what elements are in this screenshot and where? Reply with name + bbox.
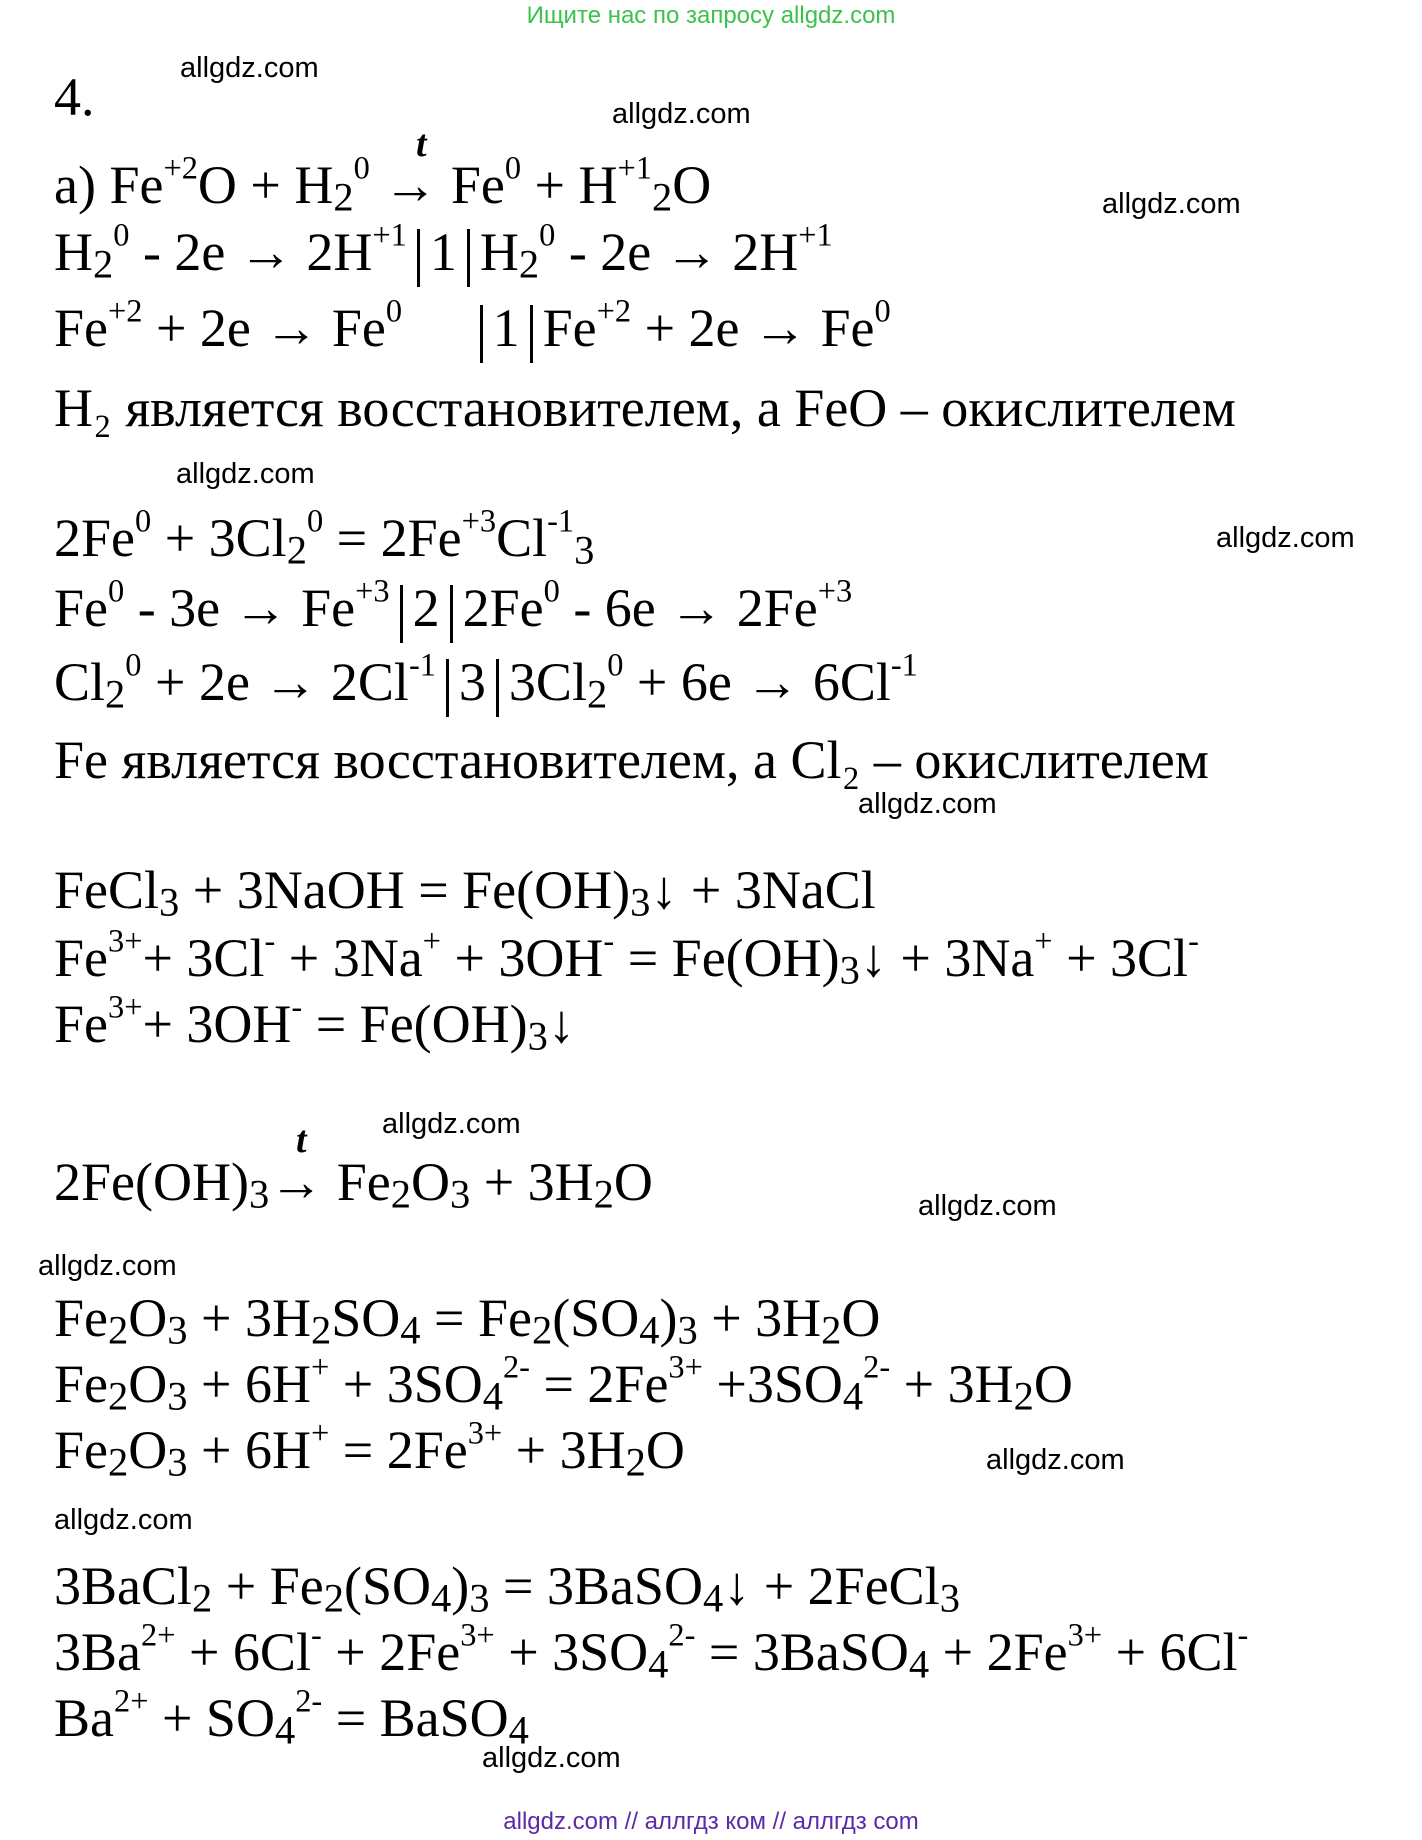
- equation: FeCl$_3$ + 3NaOH = $Fe(OH)_3↓$ + 3NaCl: [54, 860, 876, 925]
- equation: $Fe_2O_3 + 3H_2SO_4 = Fe_2(SO_4)_3 + 3H_2O$: [54, 1288, 881, 1353]
- half-reaction: $Cl_2^0 + 2e \to 2Cl^{-1}$ 3 $3Cl_2^0 + 6e \to 6Cl^{-1}$: [54, 647, 918, 717]
- watermark: allgdz.com: [176, 458, 315, 490]
- half-reaction: $Fe^0 - 3e \to Fe^{+3}$ 2 $2Fe^0 - 6e \to 2Fe^{+3}$: [54, 578, 852, 643]
- conclusion-1: H₂ является восстановителем, а FeO – окислителем: [54, 378, 1236, 438]
- short-ionic-equation: $Ba^{2+} + SO_4^{2-}$ = BaSO$_4$: [54, 1683, 529, 1753]
- ionic-equation: $Fe_2O_3 + 6H^+ + 3SO_4^{2-} = 2Fe^{3+} +3SO_4^{2-} + 3H_2O$: [54, 1349, 1073, 1419]
- equation: $2Fe(OH)_3\to Fe_2O_3 + 3H_2O$: [54, 1152, 653, 1217]
- watermark: allgdz.com: [918, 1190, 1057, 1222]
- watermark: allgdz.com: [858, 788, 997, 820]
- watermark: allgdz.com: [180, 52, 319, 84]
- short-ionic-equation: $Fe^{3+}+ 3OH^-$ = $Fe(OH)_3↓$: [54, 989, 575, 1059]
- watermark: allgdz.com: [482, 1742, 621, 1774]
- watermark: allgdz.com: [986, 1444, 1125, 1476]
- heat-mark: t: [296, 1119, 307, 1161]
- task-number: 4.: [54, 67, 95, 127]
- conclusion-2: Fe является восстановителем, а Cl₂ – окислителем: [54, 730, 1209, 790]
- equation: 3BaCl$_2$ + $Fe_2(SO_4)_3$ = 3BaSO$_4$↓ + 2FeCl$_3$: [54, 1556, 960, 1621]
- ionic-equation: $3Ba^{2+} + 6Cl^- + 2Fe^{3+} + 3SO_4^{2-}$ = 3BaSO$_4$ + $2Fe^{3+} + 6Cl^-$: [54, 1617, 1249, 1687]
- watermark: allgdz.com: [1102, 188, 1241, 220]
- half-reaction: $H_2^0 - 2e \to 2H^{+1}$ 1 $H_2^0 - 2e \to 2H^{+1}$: [54, 217, 833, 287]
- half-reaction: $Fe^{+2} + 2e \to Fe^0$ 1 $Fe^{+2} + 2e \to Fe^0$: [54, 298, 891, 363]
- watermark: allgdz.com: [382, 1108, 521, 1140]
- top-search-banner[interactable]: Ищите нас по запросу allgdz.com: [526, 2, 896, 29]
- bottom-links[interactable]: allgdz.com // аллгдз ком // аллгдз com: [503, 1808, 919, 1835]
- watermark: allgdz.com: [1216, 522, 1355, 554]
- watermark: allgdz.com: [54, 1504, 193, 1536]
- ionic-equation: $Fe^{3+}+ 3Cl^- + 3Na^+ + 3OH^-$ = $Fe(OH)_3↓ + 3Na^+ + 3Cl^-$: [54, 923, 1199, 993]
- watermark: allgdz.com: [612, 98, 751, 130]
- watermark: allgdz.com: [38, 1250, 177, 1282]
- heat-mark: t: [416, 123, 427, 165]
- equation: $2Fe^0 + 3Cl_2^0 = 2Fe^{+3}Cl^{-1}_3$: [54, 503, 595, 573]
- equation: а) $Fe^{+2}O + H_2^0 \to Fe^0 + H^{+1}_2O$: [54, 150, 712, 220]
- short-ionic-equation: $Fe_2O_3 + 6H^+ = 2Fe^{3+} + 3H_2O$: [54, 1415, 685, 1485]
